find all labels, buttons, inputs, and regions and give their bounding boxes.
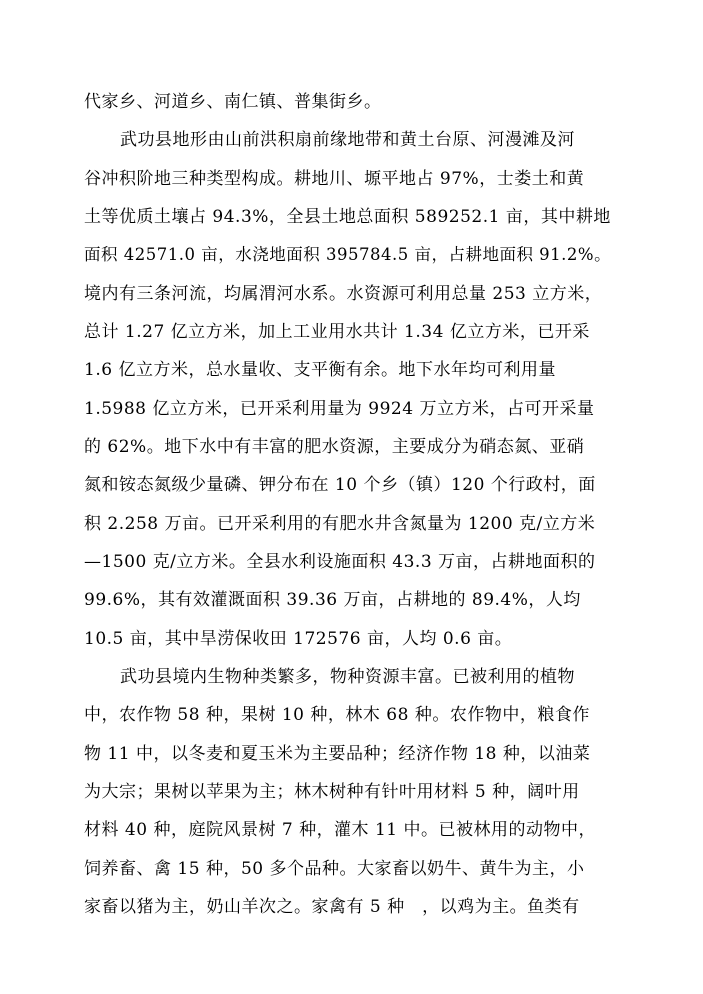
paragraph-start-line: 武功县地形由山前洪积扇前缘地带和黄土台原、河漫滩及河 bbox=[120, 130, 575, 150]
text-line: 面积 42571.0 亩，水浇地面积 395784.5 亩，占耕地面积 91.2%。 bbox=[84, 245, 612, 264]
text-line: 总计 1.27 亿立方米，加上工业用水共计 1.34 亿立方米，已开采 bbox=[84, 322, 590, 342]
text-line: 99.6%，其有效灌溉面积 39.36 万亩，占耕地的 89.4%，人均 bbox=[84, 590, 581, 610]
text-line: 境内有三条河流，均属渭河水系。水资源可利用总量 253 立方米， bbox=[84, 284, 603, 304]
text-line: 土等优质土壤占 94.3%，全县土地总面积 589252.1 亩，其中耕地 bbox=[84, 207, 611, 227]
text-line: 1.5988 亿立方米，已开采利用量为 9924 万立方米，占可开采量 bbox=[84, 399, 595, 419]
text-line: 的 62%。地下水中有丰富的肥水资源，主要成分为硝态氮、亚硝 bbox=[84, 437, 585, 457]
text-line: 材料 40 种，庭院风景树 7 种，灌木 11 中。已被林用的动物中， bbox=[84, 820, 597, 840]
text-line: 1.6 亿立方米，总水量收、支平衡有余。地下水年均可利用量 bbox=[84, 360, 556, 380]
text-line: 代家乡、河道乡、南仁镇、普集街乡。 bbox=[84, 92, 382, 112]
text-line: 饲养畜、禽 15 种，50 多个品种。大家畜以奶牛、黄牛为主，小 bbox=[84, 859, 585, 879]
text-line: 谷冲积阶地三种类型构成。耕地川、塬平地占 97%，士娄土和黄 bbox=[84, 169, 585, 189]
text-line: 为大宗；果树以苹果为主；林木树种有针叶用材料 5 种，阔叶用 bbox=[84, 782, 580, 802]
text-line: —1500 克/立方米。全县水利设施面积 43.3 万亩，占耕地面积的 bbox=[84, 552, 596, 572]
text-line: 物 11 中，以冬麦和夏玉米为主要品种；经济作物 18 种，以油菜 bbox=[84, 744, 591, 764]
text-line: 氮和铵态氮级少量磷、钾分布在 10 个乡（镇）120 个行政村，面 bbox=[84, 475, 596, 495]
text-line: 中，农作物 58 种，果树 10 种，林木 68 种。农作物中，粮食作 bbox=[84, 705, 590, 725]
paragraph-start-line: 武功县境内生物种类繁多，物种资源丰富。已被利用的植物 bbox=[120, 667, 575, 687]
text-line: 积 2.258 万亩。已开采利用的有肥水井含氮量为 1200 克/立方米 bbox=[84, 514, 596, 534]
text-line: 10.5 亩，其中旱涝保收田 172576 亩，人均 0.6 亩。 bbox=[84, 629, 513, 649]
text-line: 家畜以猪为主，奶山羊次之。家禽有 5 种 ，以鸡为主。鱼类有 bbox=[84, 897, 580, 917]
